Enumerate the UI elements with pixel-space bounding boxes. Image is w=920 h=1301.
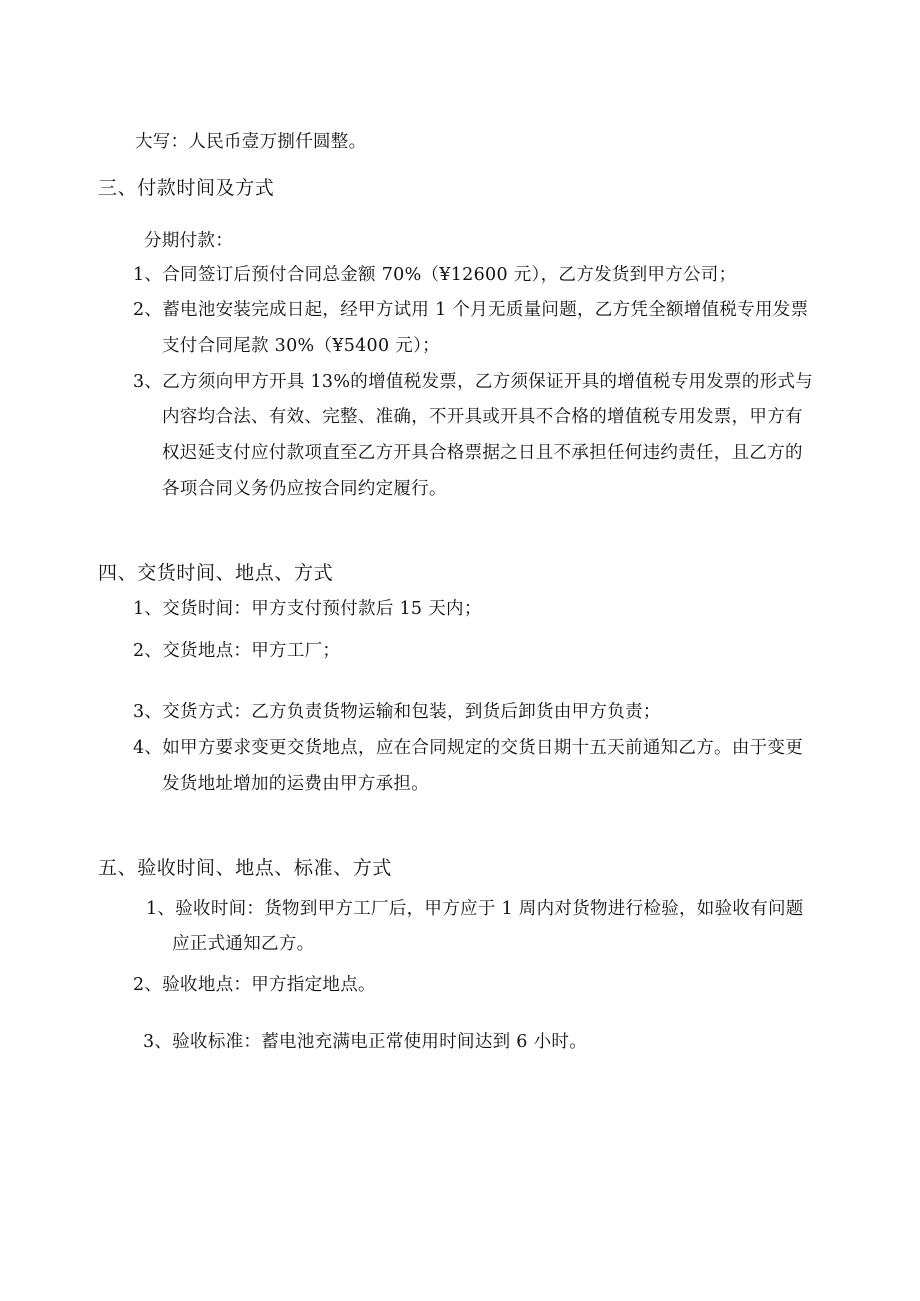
payment-item-3-line-2: 内容均合法、有效、完整、准确，不开具或开具不合格的增值税专用发票，甲方有 — [162, 407, 803, 427]
section-3-heading: 三、付款时间及方式 — [98, 177, 275, 199]
delivery-item-3: 3、交货方式：乙方负责货物运输和包装，到货后卸货由甲方负责； — [133, 702, 661, 722]
capital-amount-line: 大写：人民币壹万捌仟圆整。 — [135, 132, 367, 152]
section-4-heading: 四、交货时间、地点、方式 — [98, 562, 334, 584]
delivery-item-4-line-2: 发货地址增加的运费由甲方承担。 — [162, 774, 429, 794]
acceptance-item-1-line-1: 1、验收时间：货物到甲方工厂后，甲方应于 1 周内对货物进行检验，如验收有问题 — [146, 899, 804, 919]
acceptance-item-3: 3、验收标准：蓄电池充满电正常使用时间达到 6 小时。 — [143, 1032, 587, 1052]
payment-item-1: 1、合同签订后预付合同总金额 70%（¥12600 元），乙方发货到甲方公司； — [133, 265, 737, 285]
acceptance-item-2: 2、验收地点：甲方指定地点。 — [133, 975, 376, 995]
delivery-item-2: 2、交货地点：甲方工厂； — [133, 641, 341, 661]
section-5-heading: 五、验收时间、地点、标准、方式 — [98, 857, 393, 879]
payment-item-3-line-4: 各项合同义务仍应按合同约定履行。 — [162, 479, 447, 499]
payment-item-3-line-3: 权迟延支付应付款项直至乙方开具合格票据之日且不承担任何违约责任，且乙方的 — [162, 443, 803, 463]
delivery-item-4-line-1: 4、如甲方要求变更交货地点，应在合同规定的交货日期十五天前通知乙方。由于变更 — [133, 738, 804, 758]
payment-item-2-line-2: 支付合同尾款 30%（¥5400 元）； — [162, 336, 440, 356]
delivery-item-1: 1、交货时间：甲方支付预付款后 15 天内； — [133, 599, 482, 619]
payment-item-2-line-1: 2、蓄电池安装完成日起，经甲方试用 1 个月无质量问题，乙方凭全额增值税专用发票 — [133, 300, 809, 320]
acceptance-item-1-line-2: 应正式通知乙方。 — [172, 934, 315, 954]
payment-item-3-line-1: 3、乙方须向甲方开具 13%的增值税发票，乙方须保证开具的增值税专用发票的形式与 — [133, 372, 814, 392]
installment-payment-intro: 分期付款： — [144, 231, 233, 251]
